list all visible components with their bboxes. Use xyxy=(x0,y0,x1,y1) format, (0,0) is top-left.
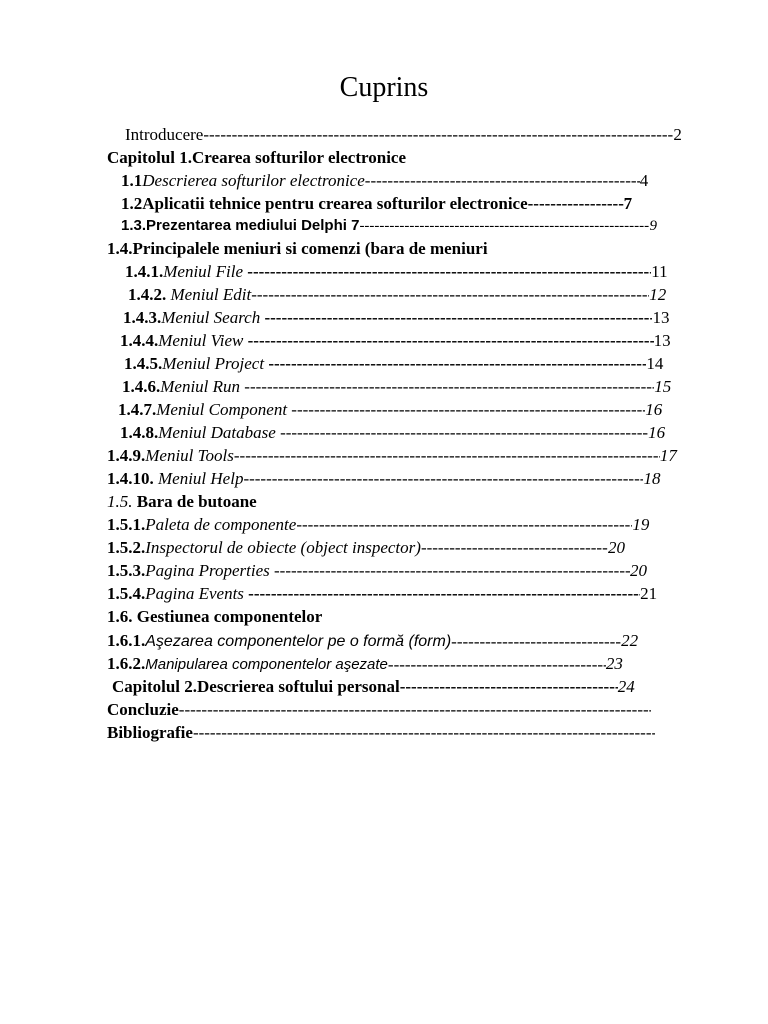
toc-entry xyxy=(121,170,648,192)
toc-entry-text: Introducere xyxy=(125,125,204,144)
toc-entry-text: Pagina Properties xyxy=(145,561,270,580)
toc-entry xyxy=(121,193,632,215)
toc-entry-number: 1.3. xyxy=(121,217,147,234)
toc-entry xyxy=(124,353,663,375)
toc-entry-number: 1.6.2. xyxy=(107,654,146,673)
toc-entry-introducere xyxy=(125,124,682,146)
toc-entry-text: Prezentarea mediului Delphi 7 xyxy=(146,217,360,234)
toc-leader xyxy=(291,399,645,421)
toc-entry-number: 1.4.10. xyxy=(107,469,154,488)
toc-leader xyxy=(365,170,640,192)
toc-leader xyxy=(400,676,618,698)
toc-entry-bibliografie xyxy=(107,722,655,744)
toc-leader xyxy=(244,376,654,398)
toc-page-number: 20 xyxy=(607,538,625,557)
toc-entry-number: 1.5.2. xyxy=(107,538,146,557)
toc-entry-number: 1.4.9. xyxy=(107,446,146,465)
toc-entry-concluzie xyxy=(107,699,651,721)
toc-leader xyxy=(203,124,673,146)
toc-page-number: 13 xyxy=(652,308,670,327)
toc-leader xyxy=(388,654,606,676)
toc-leader xyxy=(280,422,648,444)
toc-page-number: 20 xyxy=(630,561,647,580)
toc-leader xyxy=(268,353,646,375)
toc-entry-text: Meniul Component xyxy=(156,400,288,419)
toc-entry-text: Meniul Help xyxy=(158,469,244,488)
toc-page-number: 14 xyxy=(646,354,664,373)
toc-page-number: 12 xyxy=(649,285,667,304)
toc-entry-number: 1.5.4. xyxy=(107,584,146,603)
toc-entry-text: Aplicatii tehnice pentru crearea softurilor electronice xyxy=(142,194,528,213)
toc-entry-number: 1.4.6. xyxy=(122,377,161,396)
toc-leader xyxy=(243,468,643,490)
toc-entry-text: Bibliografie xyxy=(107,723,193,742)
toc-page-number: 18 xyxy=(643,469,661,488)
toc-entry-number: 1.4. xyxy=(107,239,133,258)
toc-entry xyxy=(120,330,671,352)
toc-leader xyxy=(528,193,624,215)
toc-entry-text: 1.6. Gestiunea componentelor xyxy=(107,607,323,626)
toc-leader xyxy=(264,307,652,329)
toc-chapter-heading xyxy=(112,676,635,698)
toc-entry xyxy=(107,560,647,582)
toc-entry-number: 1.4.5. xyxy=(124,354,163,373)
toc-entry-text: Meniul View xyxy=(158,331,244,350)
toc-page-number: 17 xyxy=(659,446,677,465)
toc-page-number: 9 xyxy=(649,218,657,234)
toc-entry-number: 1.5. xyxy=(107,492,133,511)
toc-page-number: 24 xyxy=(617,677,635,696)
toc-entry-number: 1.4.3. xyxy=(123,308,162,327)
toc-entry-number: 1.5.3. xyxy=(107,561,146,580)
toc-entry-text: Manipularea componentelor aşezate xyxy=(145,656,388,673)
toc-leader xyxy=(451,631,621,653)
toc-leader xyxy=(274,560,630,582)
toc-entry-text: Inspectorul de obiecte (object inspector) xyxy=(145,538,421,557)
toc-page-number: 22 xyxy=(621,631,639,650)
toc-entry-number: 1.1 xyxy=(121,171,143,190)
toc-page-number: 16 xyxy=(648,423,666,442)
toc-entry xyxy=(107,583,657,605)
toc-leader xyxy=(234,445,660,467)
toc-page-number: 16 xyxy=(645,400,663,419)
toc-section-heading xyxy=(107,238,488,260)
toc-entry-number: 1.5.1. xyxy=(107,515,146,534)
toc-page-number: 15 xyxy=(654,377,672,396)
toc-entry-text: Paleta de componente xyxy=(145,515,297,534)
toc-entry xyxy=(125,261,668,283)
toc-leader xyxy=(248,330,654,352)
toc-leader xyxy=(193,722,655,744)
toc-entry-text: Meniul Run xyxy=(160,377,241,396)
toc-entry-text: Meniul Database xyxy=(158,423,276,442)
toc-page-number: 13 xyxy=(653,331,671,350)
toc-entry xyxy=(107,630,638,653)
toc-entry-text: Bara de butoane xyxy=(136,492,257,511)
toc-entry-text: Pagina Events xyxy=(145,584,244,603)
toc-leader xyxy=(248,583,640,605)
toc-entry-text: Meniul File xyxy=(163,262,244,281)
toc-entry xyxy=(128,284,666,306)
toc-entry-text: Descrierea softurilor electronice xyxy=(142,171,365,190)
toc-entry-number: 1.4.7. xyxy=(118,400,157,419)
toc-section-heading xyxy=(107,491,257,513)
toc-entry xyxy=(107,653,623,676)
toc-entry xyxy=(107,537,625,559)
toc-section-heading xyxy=(107,606,322,628)
toc-entry-text: Meniul Edit xyxy=(170,285,252,304)
toc-entry-number: 1.2 xyxy=(121,194,143,213)
toc-entry-number: 1.4.1. xyxy=(125,262,164,281)
toc-leader xyxy=(359,215,649,237)
page-title: Cuprins xyxy=(339,72,429,103)
toc-leader xyxy=(251,284,649,306)
toc-entry xyxy=(118,399,662,421)
toc-entry xyxy=(120,422,665,444)
toc-entry-number: 1.4.2. xyxy=(128,285,167,304)
toc-entry-text: Meniul Project xyxy=(162,354,265,373)
toc-entry-text: Concluzie xyxy=(107,700,179,719)
toc-leader xyxy=(179,699,651,721)
toc-entry-text: Capitolul 2.Descrierea softului personal xyxy=(112,677,400,696)
toc-entry-text: Capitolul 1.Crearea softurilor electronice xyxy=(107,148,407,167)
toc-entry-number: 1.6.1. xyxy=(107,631,146,650)
toc-entry xyxy=(122,376,671,398)
toc-entry-text: Principalele meniuri si comenzi (bara de meniuri xyxy=(132,239,488,258)
toc-entry-text: Meniul Search xyxy=(161,308,261,327)
toc-entry xyxy=(107,445,677,467)
toc-entry xyxy=(107,468,660,490)
toc-entry xyxy=(123,307,669,329)
toc-page-number: 19 xyxy=(632,515,650,534)
toc-entry xyxy=(107,514,649,536)
toc-page-number: 2 xyxy=(673,125,682,144)
toc-leader xyxy=(247,261,651,283)
toc-chapter-heading xyxy=(107,147,406,169)
toc-entry-number: 1.4.4. xyxy=(120,331,159,350)
toc-page-number: 7 xyxy=(623,194,633,213)
toc-page-number: 11 xyxy=(651,262,668,281)
toc-page-number: 23 xyxy=(605,654,623,673)
toc-leader xyxy=(421,537,608,559)
toc-entry-text: Meniul Tools xyxy=(145,446,234,465)
toc-page-number: 21 xyxy=(640,584,658,603)
toc-entry xyxy=(121,215,657,237)
toc-page-number: 4 xyxy=(639,171,649,190)
toc-leader xyxy=(296,514,632,536)
toc-entry-text: Aşezarea componentelor pe o formă (form) xyxy=(145,633,452,650)
toc-entry-number: 1.4.8. xyxy=(120,423,159,442)
